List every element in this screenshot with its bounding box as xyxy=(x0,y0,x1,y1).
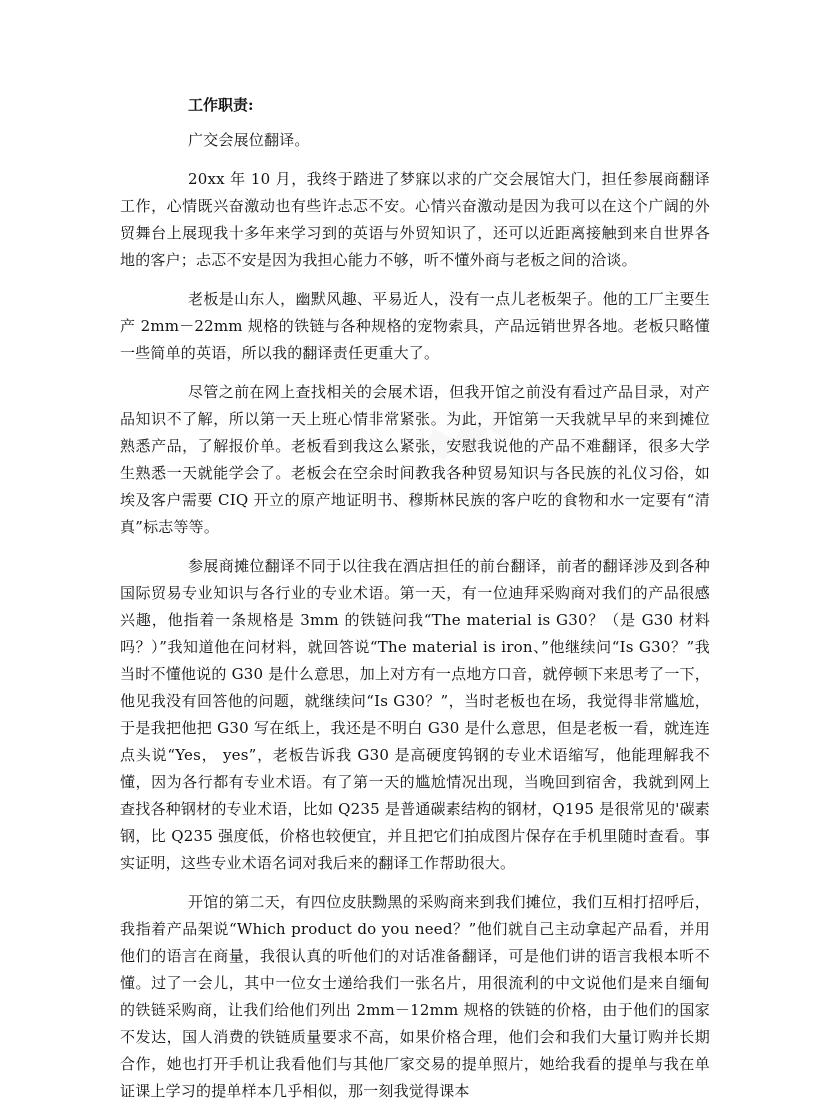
paragraph-title: 广交会展位翻译。 xyxy=(188,131,310,149)
paragraph-boss: 老板是山东人，幽默风趣、平易近人，没有一点儿老板架子。他的工厂主要生产 2mm－22mm 规格的铁链与各种规格的宠物索具，产品远销世界各地。老板只略懂一些简单的英语，所以我的翻译责任更重大了。 xyxy=(120,290,710,362)
paragraph-second-day: 开馆的第二天，有四位皮肤黝黑的采购商来到我们摊位，我们互相打招呼后，我指着产品架说“Which product do you need？”他们就自己主动拿起产品看，并用他们的语言在商量，我很认真的听他们的对话准备翻译，可是他们讲的语言我根本听不懂。过了一会儿，其中一位女士递给我们一张名片，用很流利的中文说他们是来自缅甸的铁链采购商，让我们给他们列出 2mm－12mm 规格的铁链的价格，由于他们的国家不发达，国人消费的铁链质量要求不高，如果价格合理，他们会和我们大量订购并长期合作，她也打开手机让我看他们与其他厂家交易的提单照片，她给我看的提单与我在单证课上学习的提单样本几乎相似，那一刻我觉得课本 xyxy=(120,893,710,1100)
paragraph-g30-story: 参展商摊位翻译不同于以往我在酒店担任的前台翻译，前者的翻译涉及到各种国际贸易专业知识与各行业的专业术语。第一天，有一位迪拜采购商对我们的产品很感兴趣，他指着一条规格是 3mm 的铁链问我“The material is G30？（是 G30 材料吗？）”我知道他在问材料，就回答说“The material is iron、”他继续问“Is G30？”我当时不懂他说的 G30 是什么意思，加上对方有一点地方口音，就停顿下来思考了一下，他见我没有回答他的问题，就继续问“Is G30？”，当时老板也在场，我觉得非常尴尬，于是我把他把 G30 写在纸上，我还是不明白 G30 是什么意思，但是老板一看，就连连点头说“Yes， yes”，老板告诉我 G30 是高硬度钨钢的专业术语缩写，他能理解我不懂，因为各行都有专业术语。有了第一天的尴尬情况出现，当晚回到宿舍，我就到网上查找各种钢材的专业术语，比如 Q235 是普通碳素结构的钢材，Q195 是很常见的'碳素钢，比 Q235 强度低，价格也较便宜，并且把它们拍成图片保存在手机里随时查看。事实证明，这些专业术语名词对我后来的翻译工作帮助很大。 xyxy=(120,557,710,872)
watermark: ◆◆◆ xyxy=(414,391,527,472)
paragraph-intro: 20xx 年 10 月，我终于踏进了梦寐以求的广交会展馆大门，担任参展商翻译工作，心情既兴奋激动也有些许忐忑不安。心情兴奋激动是因为我可以在这个广阔的外贸舞台上展现我十多年来学习到的英语与外贸知识了，还可以近距离接触到来自世界各地的客户；忐忑不安是因为我担心能力不够，听不懂外商与老板之间的洽谈。 xyxy=(120,170,710,269)
section-heading: 工作职责: xyxy=(188,96,254,114)
paragraph-preparation: 尽管之前在网上查找相关的会展术语，但我开馆之前没有看过产品目录，对产品知识不了解，所以第一天上班心情非常紧张。为此，开馆第一天我就早早的来到摊位熟悉产品，了解报价单。老板看到我这么紧张，安慰我说他的产品不难翻译，很多大学生熟悉一天就能学会了。老板会在空余时间教我各种贸易知识与各民族的礼仪习俗，如埃及客户需要 CIQ 开立的原产地证明书、穆斯林民族的客户吃的食物和水一定要有“清真”标志等等。 xyxy=(120,383,710,536)
document-body xyxy=(120,92,710,1117)
